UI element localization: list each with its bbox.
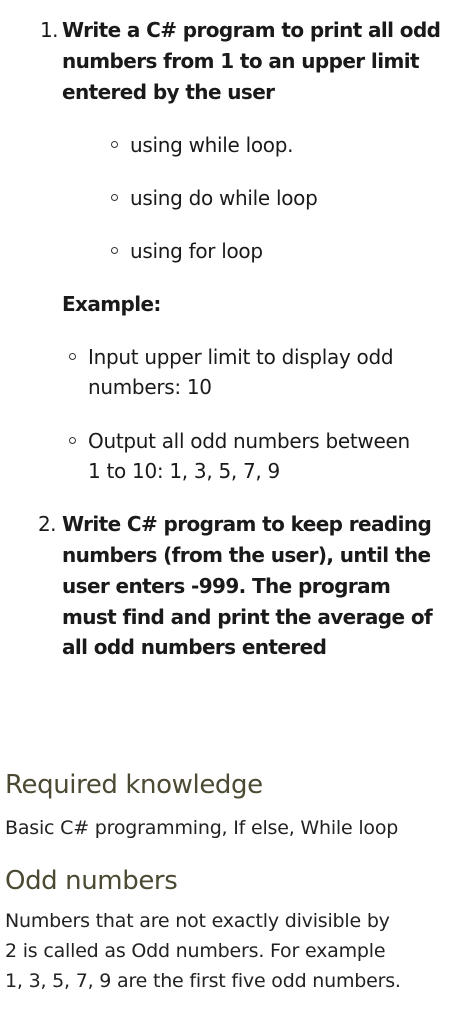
odd-numbers-heading: Odd numbers	[5, 866, 178, 896]
question-2-line-1: Write C# program to keep reading	[62, 512, 432, 536]
question-1-number: 1.	[40, 18, 58, 42]
odd-numbers-line-1: Numbers that are not exactly divisible by	[5, 910, 390, 932]
list-item: using for loop	[130, 239, 263, 263]
hollow-circle-bullet-icon	[111, 247, 118, 254]
question-1-line-3: entered by the user	[62, 80, 275, 104]
question-2-number: 2.	[38, 512, 56, 536]
required-knowledge-text: Basic C# programming, If else, While loop	[5, 817, 399, 839]
hollow-circle-bullet-icon	[69, 437, 76, 444]
question-2-line-2: numbers (from the user), until the	[62, 543, 431, 567]
example-line: Input upper limit to display odd	[88, 345, 394, 369]
list-item: using do while loop	[130, 186, 318, 210]
required-knowledge-heading: Required knowledge	[5, 770, 263, 800]
question-2-line-5: all odd numbers entered	[62, 635, 327, 659]
hollow-circle-bullet-icon	[111, 141, 118, 148]
example-line: 1 to 10: 1, 3, 5, 7, 9	[88, 459, 280, 483]
example-line: Output all odd numbers between	[88, 429, 410, 453]
odd-numbers-line-3: 1, 3, 5, 7, 9 are the first five odd numbers.	[5, 970, 401, 992]
list-item: using while loop.	[130, 133, 294, 157]
hollow-circle-bullet-icon	[111, 194, 118, 201]
question-1-line-2: numbers from 1 to an upper limit	[62, 49, 419, 73]
example-line: numbers: 10	[88, 375, 212, 399]
hollow-circle-bullet-icon	[69, 353, 76, 360]
odd-numbers-line-2: 2 is called as Odd numbers. For example	[5, 940, 386, 962]
question-2-line-4: must find and print the average of	[62, 605, 433, 629]
example-label: Example:	[62, 292, 161, 316]
question-1-line-1: Write a C# program to print all odd	[62, 18, 441, 42]
question-2-line-3: user enters -999. The program	[62, 574, 391, 598]
